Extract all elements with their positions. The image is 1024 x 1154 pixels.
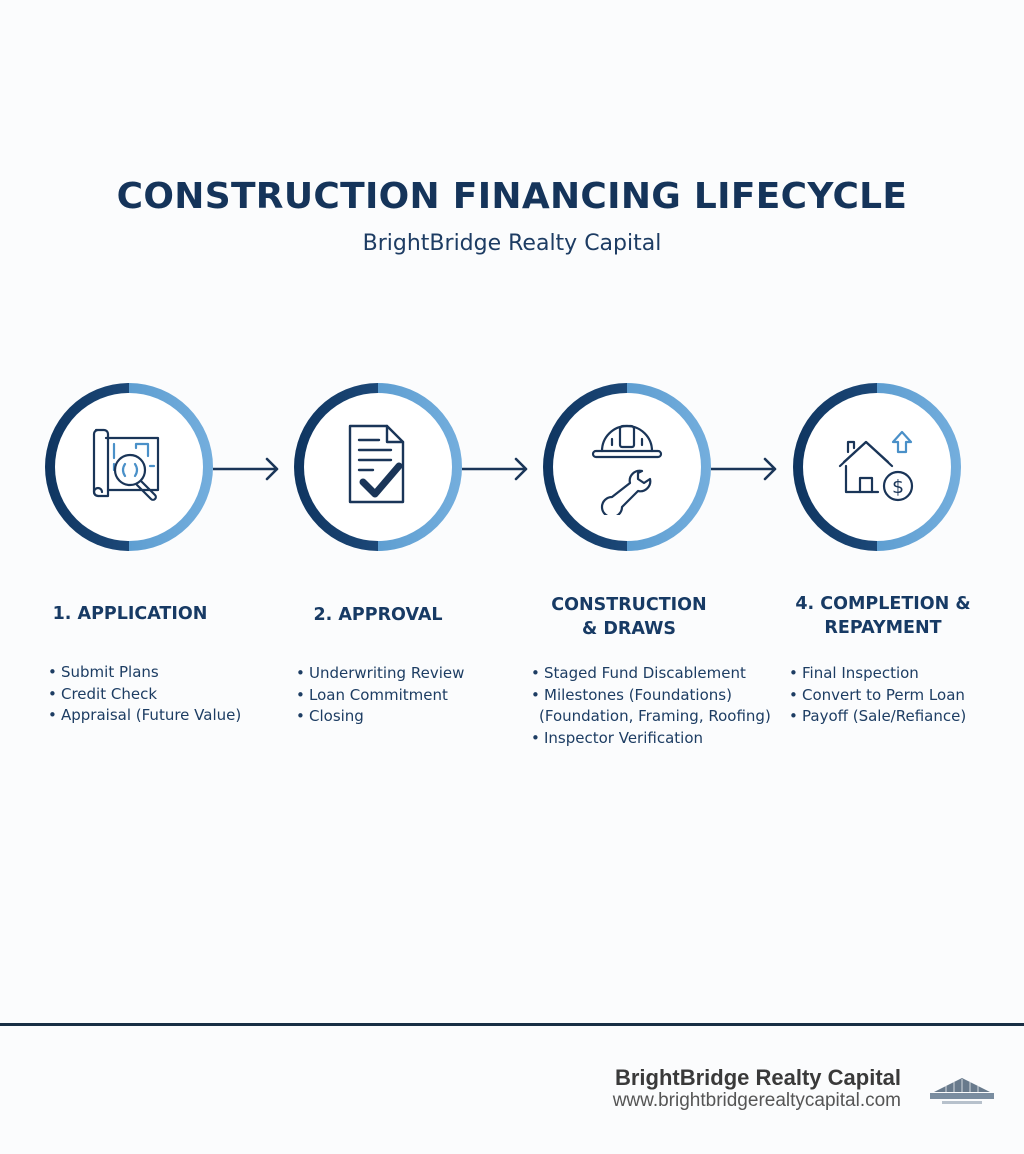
step-1-title: 1. APPLICATION: [52, 604, 208, 624]
footer-divider: [0, 1023, 1024, 1026]
bullet-icon: •: [296, 685, 305, 704]
step-1-bullets: [48, 662, 241, 727]
page-subtitle: BrightBridge Realty Capital: [362, 231, 662, 256]
list-item: • Payoff (Sale/Refiance): [789, 706, 966, 728]
connector-arrow-1: [213, 456, 281, 482]
bullet-icon: •: [48, 706, 57, 725]
list-item: • Final Inspection: [789, 663, 966, 685]
list-item-continuation: (Foundation, Framing, Roofing): [539, 707, 771, 726]
bullet-icon: •: [531, 664, 540, 682]
step-4-title-line-1: 4. COMPLETION &: [795, 594, 971, 614]
step-4-title: [770, 592, 996, 640]
step-4-ring: [793, 383, 961, 551]
svg-text:$: $: [891, 476, 905, 498]
document-checkmark-icon: [333, 422, 423, 512]
list-item: • Submit Plans: [48, 662, 241, 684]
step-2-bullets: [296, 663, 464, 728]
bullet-icon: •: [789, 664, 798, 682]
step-3-title: [529, 593, 729, 641]
list-item: • Convert to Perm Loan: [789, 685, 966, 707]
bullet-icon: •: [296, 664, 305, 682]
list-item: • Closing: [296, 706, 464, 728]
bullet-icon: •: [48, 684, 57, 703]
step-4-title-line-2: REPAYMENT: [824, 618, 942, 638]
bullet-icon: •: [789, 707, 798, 726]
footer-company-name: BrightBridge Realty Capital: [614, 1065, 901, 1090]
list-item: • Inspector Verification: [531, 728, 771, 750]
step-3-ring: [543, 383, 711, 551]
bullet-icon: •: [789, 685, 798, 704]
list-item: • Loan Commitment: [296, 685, 464, 707]
hardhat-wrench-icon: [582, 419, 672, 515]
bullet-icon: •: [48, 663, 57, 681]
step-3-title-line-1: CONSTRUCTION: [551, 595, 707, 615]
step-4-bullets: [789, 663, 966, 728]
step-3-bullets: [531, 663, 771, 750]
step-2-title: 2. APPROVAL: [313, 605, 443, 625]
house-dollar-up-arrow-icon: [832, 422, 922, 512]
list-item: • Credit Check: [48, 684, 241, 706]
footer-website-link[interactable]: www.brightbridgerealtycapital.com: [612, 1090, 901, 1111]
list-item: • Underwriting Review: [296, 663, 464, 685]
list-item: • Appraisal (Future Value): [48, 705, 241, 727]
step-2-ring: [294, 383, 462, 551]
bridge-logo-icon: [928, 1074, 996, 1108]
connector-arrow-3: [711, 456, 779, 482]
bullet-icon: •: [531, 685, 540, 704]
list-item: • Staged Fund Discablement: [531, 663, 771, 685]
bullet-icon: •: [531, 729, 540, 748]
step-3-title-line-2: & DRAWS: [581, 619, 677, 639]
connector-arrow-2: [462, 456, 530, 482]
blueprint-magnifier-icon: [84, 422, 174, 512]
page-title: CONSTRUCTION FINANCING LIFECYCLE: [116, 176, 908, 217]
list-item: • Milestones (Foundations): [531, 685, 771, 707]
step-1-ring: [45, 383, 213, 551]
bullet-icon: •: [296, 707, 305, 726]
